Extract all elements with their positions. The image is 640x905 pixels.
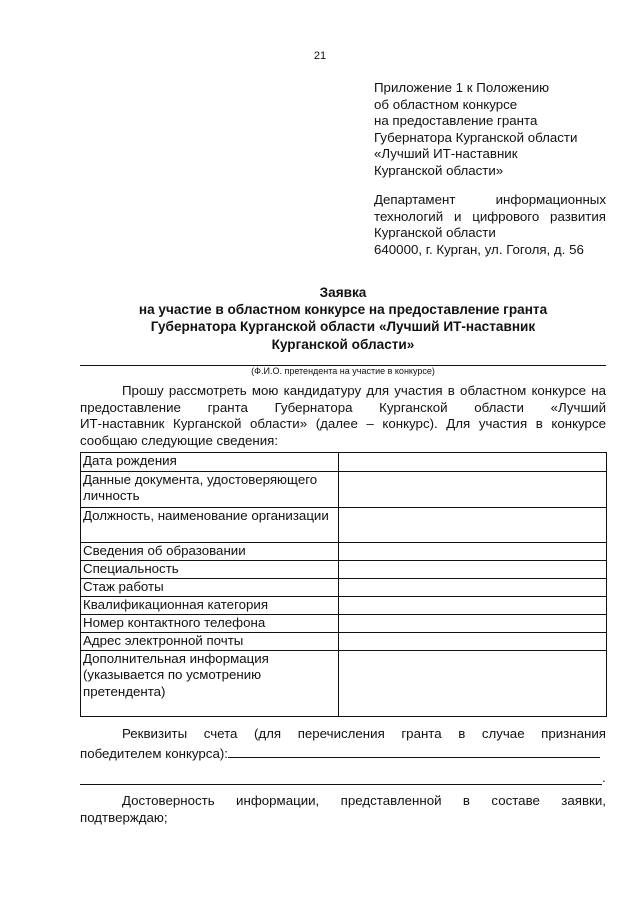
row-label: Квалификационная категория — [81, 597, 339, 615]
row-value-cell[interactable] — [339, 579, 607, 597]
intro-line: Прошу рассмотреть мою кандидатуру для участия в областном конкурсе на — [122, 383, 606, 398]
title-line: Курганской области» — [271, 336, 415, 352]
addressee-line: Департамент информационных — [374, 192, 606, 207]
row-value-cell[interactable] — [339, 651, 607, 717]
row-value-cell[interactable] — [339, 633, 607, 651]
row-label: Адрес электронной почты — [81, 633, 339, 651]
table-row — [81, 472, 607, 508]
annex-line: Курганской области» — [374, 162, 504, 178]
bank-label: победителем конкурса): — [80, 745, 228, 761]
bank-details-paragraph — [80, 726, 606, 762]
annex-line: об областном конкурсе — [374, 96, 518, 112]
table-row — [81, 453, 607, 472]
intro-line: ИТ-наставник Курганской области» (далее – конкурс). Для участия в конкурсе — [80, 416, 606, 432]
confirm-line: подтверждаю; — [80, 809, 168, 825]
fio-caption: (Ф.И.О. претендента на участие в конкурсе) — [251, 366, 435, 376]
row-label: Дополнительная информация (указывается по усмотрению претендента) — [81, 651, 339, 717]
row-value-cell[interactable] — [339, 453, 607, 472]
bank-line-2 — [80, 743, 606, 763]
bank-details-blank-line[interactable] — [80, 784, 602, 785]
row-value-cell[interactable] — [339, 472, 607, 508]
annex-line: Губернатора Курганской области — [374, 129, 578, 145]
title-line: на участие в областном конкурсе на предоставление гранта — [138, 302, 548, 318]
annex-line: «Лучший ИТ-наставник — [374, 146, 518, 162]
table-row — [81, 508, 607, 543]
table-row — [81, 579, 607, 597]
document-title — [80, 284, 606, 353]
intro-line: сообщаю следующие сведения: — [80, 432, 279, 448]
applicant-info-table — [80, 452, 607, 717]
table-row — [81, 651, 607, 717]
row-label: Стаж работы — [81, 579, 339, 597]
row-label: Дата рождения — [81, 453, 339, 472]
addressee-line: 640000, г. Курган, ул. Гоголя, д. 56 — [374, 241, 584, 257]
bank-line: Реквизиты счета (для перечисления гранта в случае признания — [122, 726, 606, 741]
addressee-line: технологий и цифрового развития — [374, 208, 606, 224]
row-label: Сведения об образовании — [81, 543, 339, 561]
row-value-cell[interactable] — [339, 543, 607, 561]
table-row — [81, 543, 607, 561]
row-label: Специальность — [81, 561, 339, 579]
confirm-line: Достоверность информации, представленной в составе заявки, — [122, 793, 606, 808]
table-row — [81, 633, 607, 651]
row-value-cell[interactable] — [339, 508, 607, 543]
annex-line: Приложение 1 к Положению — [374, 80, 550, 95]
table-row — [81, 597, 607, 615]
intro-paragraph — [80, 383, 606, 449]
table-row — [81, 561, 607, 579]
row-label: Данные документа, удостоверяющего личность — [81, 472, 339, 508]
table-row — [81, 615, 607, 633]
bank-end-dot: . — [602, 770, 606, 785]
addressee-block — [374, 192, 606, 258]
bank-details-blank[interactable] — [228, 743, 600, 758]
row-value-cell[interactable] — [339, 597, 607, 615]
row-value-cell[interactable] — [339, 615, 607, 633]
annex-line: на предоставление гранта — [374, 113, 538, 129]
annex-block — [374, 80, 606, 180]
row-label: Номер контактного телефона — [81, 615, 339, 633]
row-value-cell[interactable] — [339, 561, 607, 579]
title-line: Губернатора Курганской области «Лучший ИТ-наставник — [150, 319, 536, 335]
confirmation-paragraph — [80, 793, 606, 826]
addressee-line: Курганской области — [374, 225, 496, 241]
title-line: Заявка — [319, 285, 367, 300]
page-number: 21 — [313, 50, 327, 62]
row-label: Должность, наименование организации — [81, 508, 339, 543]
intro-line: предоставление гранта Губернатора Курганской области «Лучший — [80, 399, 606, 415]
